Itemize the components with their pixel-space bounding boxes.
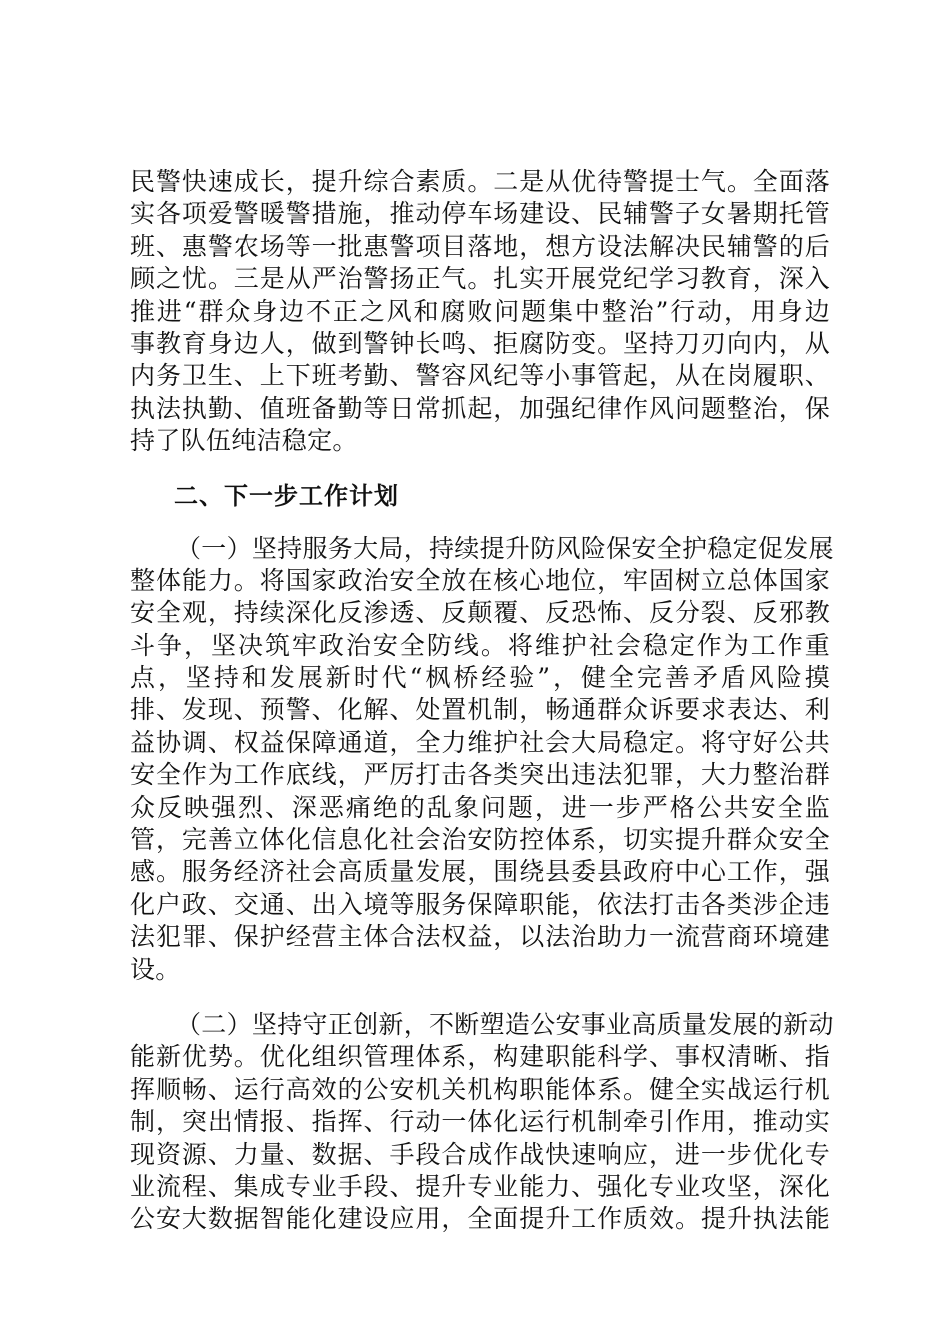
paragraph-line: 业流程、集成专业手段、提升专业能力、强化专业攻坚，深化 (130, 1171, 830, 1201)
paragraph-line: 能新优势。优化组织管理体系，构建职能科学、事权清晰、指 (130, 1042, 830, 1072)
paragraph-line: 设。 (130, 954, 181, 984)
paragraph-line: （一）坚持服务大局，持续提升防风险保安全护稳定促发展 (176, 533, 834, 563)
paragraph-line: 安全作为工作底线，严厉打击各类突出违法犯罪，大力整治群 (130, 760, 830, 790)
paragraph-line: 益协调、权益保障通道，全力维护社会大局稳定。将守好公共 (130, 727, 830, 757)
paragraph-line: 顾之忧。三是从严治警扬正气。扎实开展党纪学习教育，深入 (130, 264, 830, 294)
paragraph-3 (130, 1009, 834, 1236)
paragraph-line: 点，坚持和发展新时代“枫桥经验”，健全完善矛盾风险摸 (130, 663, 830, 693)
paragraph-line: 公安大数据智能化建设应用，全面提升工作质效。提升执法能 (130, 1204, 830, 1234)
section-heading: 二、下一步工作计划 (174, 481, 399, 510)
paragraph-line: 事教育身边人，做到警钟长鸣、拒腐防变。坚持刀刃向内，从 (130, 328, 830, 358)
paragraph-line: 众反映强烈、深恶痛绝的乱象问题，进一步严格公共安全监 (130, 792, 830, 822)
paragraph-line: 内务卫生、上下班考勤、警容风纪等小事管起，从在岗履职、 (130, 361, 830, 391)
paragraph-line: 整体能力。将国家政治安全放在核心地位，牢固树立总体国家 (130, 565, 830, 595)
paragraph-line: 斗争，坚决筑牢政治安全防线。将维护社会稳定作为工作重 (130, 630, 830, 660)
paragraph-line: 法犯罪、保护经营主体合法权益，以法治助力一流营商环境建 (130, 922, 830, 952)
paragraph-1 (130, 166, 830, 458)
paragraph-line: 安全观，持续深化反渗透、反颠覆、反恐怖、反分裂、反邪教 (130, 598, 830, 628)
paragraph-line: 感。服务经济社会高质量发展，围绕县委县政府中心工作，强 (130, 857, 830, 887)
paragraph-line: 推进“群众身边不正之风和腐败问题集中整治”行动，用身边 (130, 296, 830, 326)
paragraph-line: 挥顺畅、运行高效的公安机关机构职能体系。健全实战运行机 (130, 1074, 830, 1104)
paragraph-line: 执法执勤、值班备勤等日常抓起，加强纪律作风问题整治，保 (130, 393, 830, 423)
paragraph-line: 排、发现、预警、化解、处置机制，畅通群众诉要求表达、利 (130, 695, 830, 725)
paragraph-line: 化户政、交通、出入境等服务保障职能，依法打击各类涉企违 (130, 889, 830, 919)
paragraph-line: （二）坚持守正创新，不断塑造公安事业高质量发展的新动 (176, 1009, 834, 1039)
paragraph-2 (130, 533, 834, 986)
paragraph-line: 持了队伍纯洁稳定。 (130, 426, 358, 456)
paragraph-line: 现资源、力量、数据、手段合成作战快速响应，进一步优化专 (130, 1139, 830, 1169)
paragraph-line: 管，完善立体化信息化社会治安防控体系，切实提升群众安全 (130, 825, 830, 855)
paragraph-line: 班、惠警农场等一批惠警项目落地，想方设法解决民辅警的后 (130, 231, 830, 261)
paragraph-line: 制，突出情报、指挥、行动一体化运行机制牵引作用，推动实 (130, 1107, 830, 1137)
document-page (130, 166, 834, 1236)
paragraph-line: 民警快速成长，提升综合素质。二是从优待警提士气。全面落 (130, 167, 830, 196)
paragraph-line: 实各项爱警暖警措施，推动停车场建设、民辅警子女暑期托管 (130, 199, 830, 229)
